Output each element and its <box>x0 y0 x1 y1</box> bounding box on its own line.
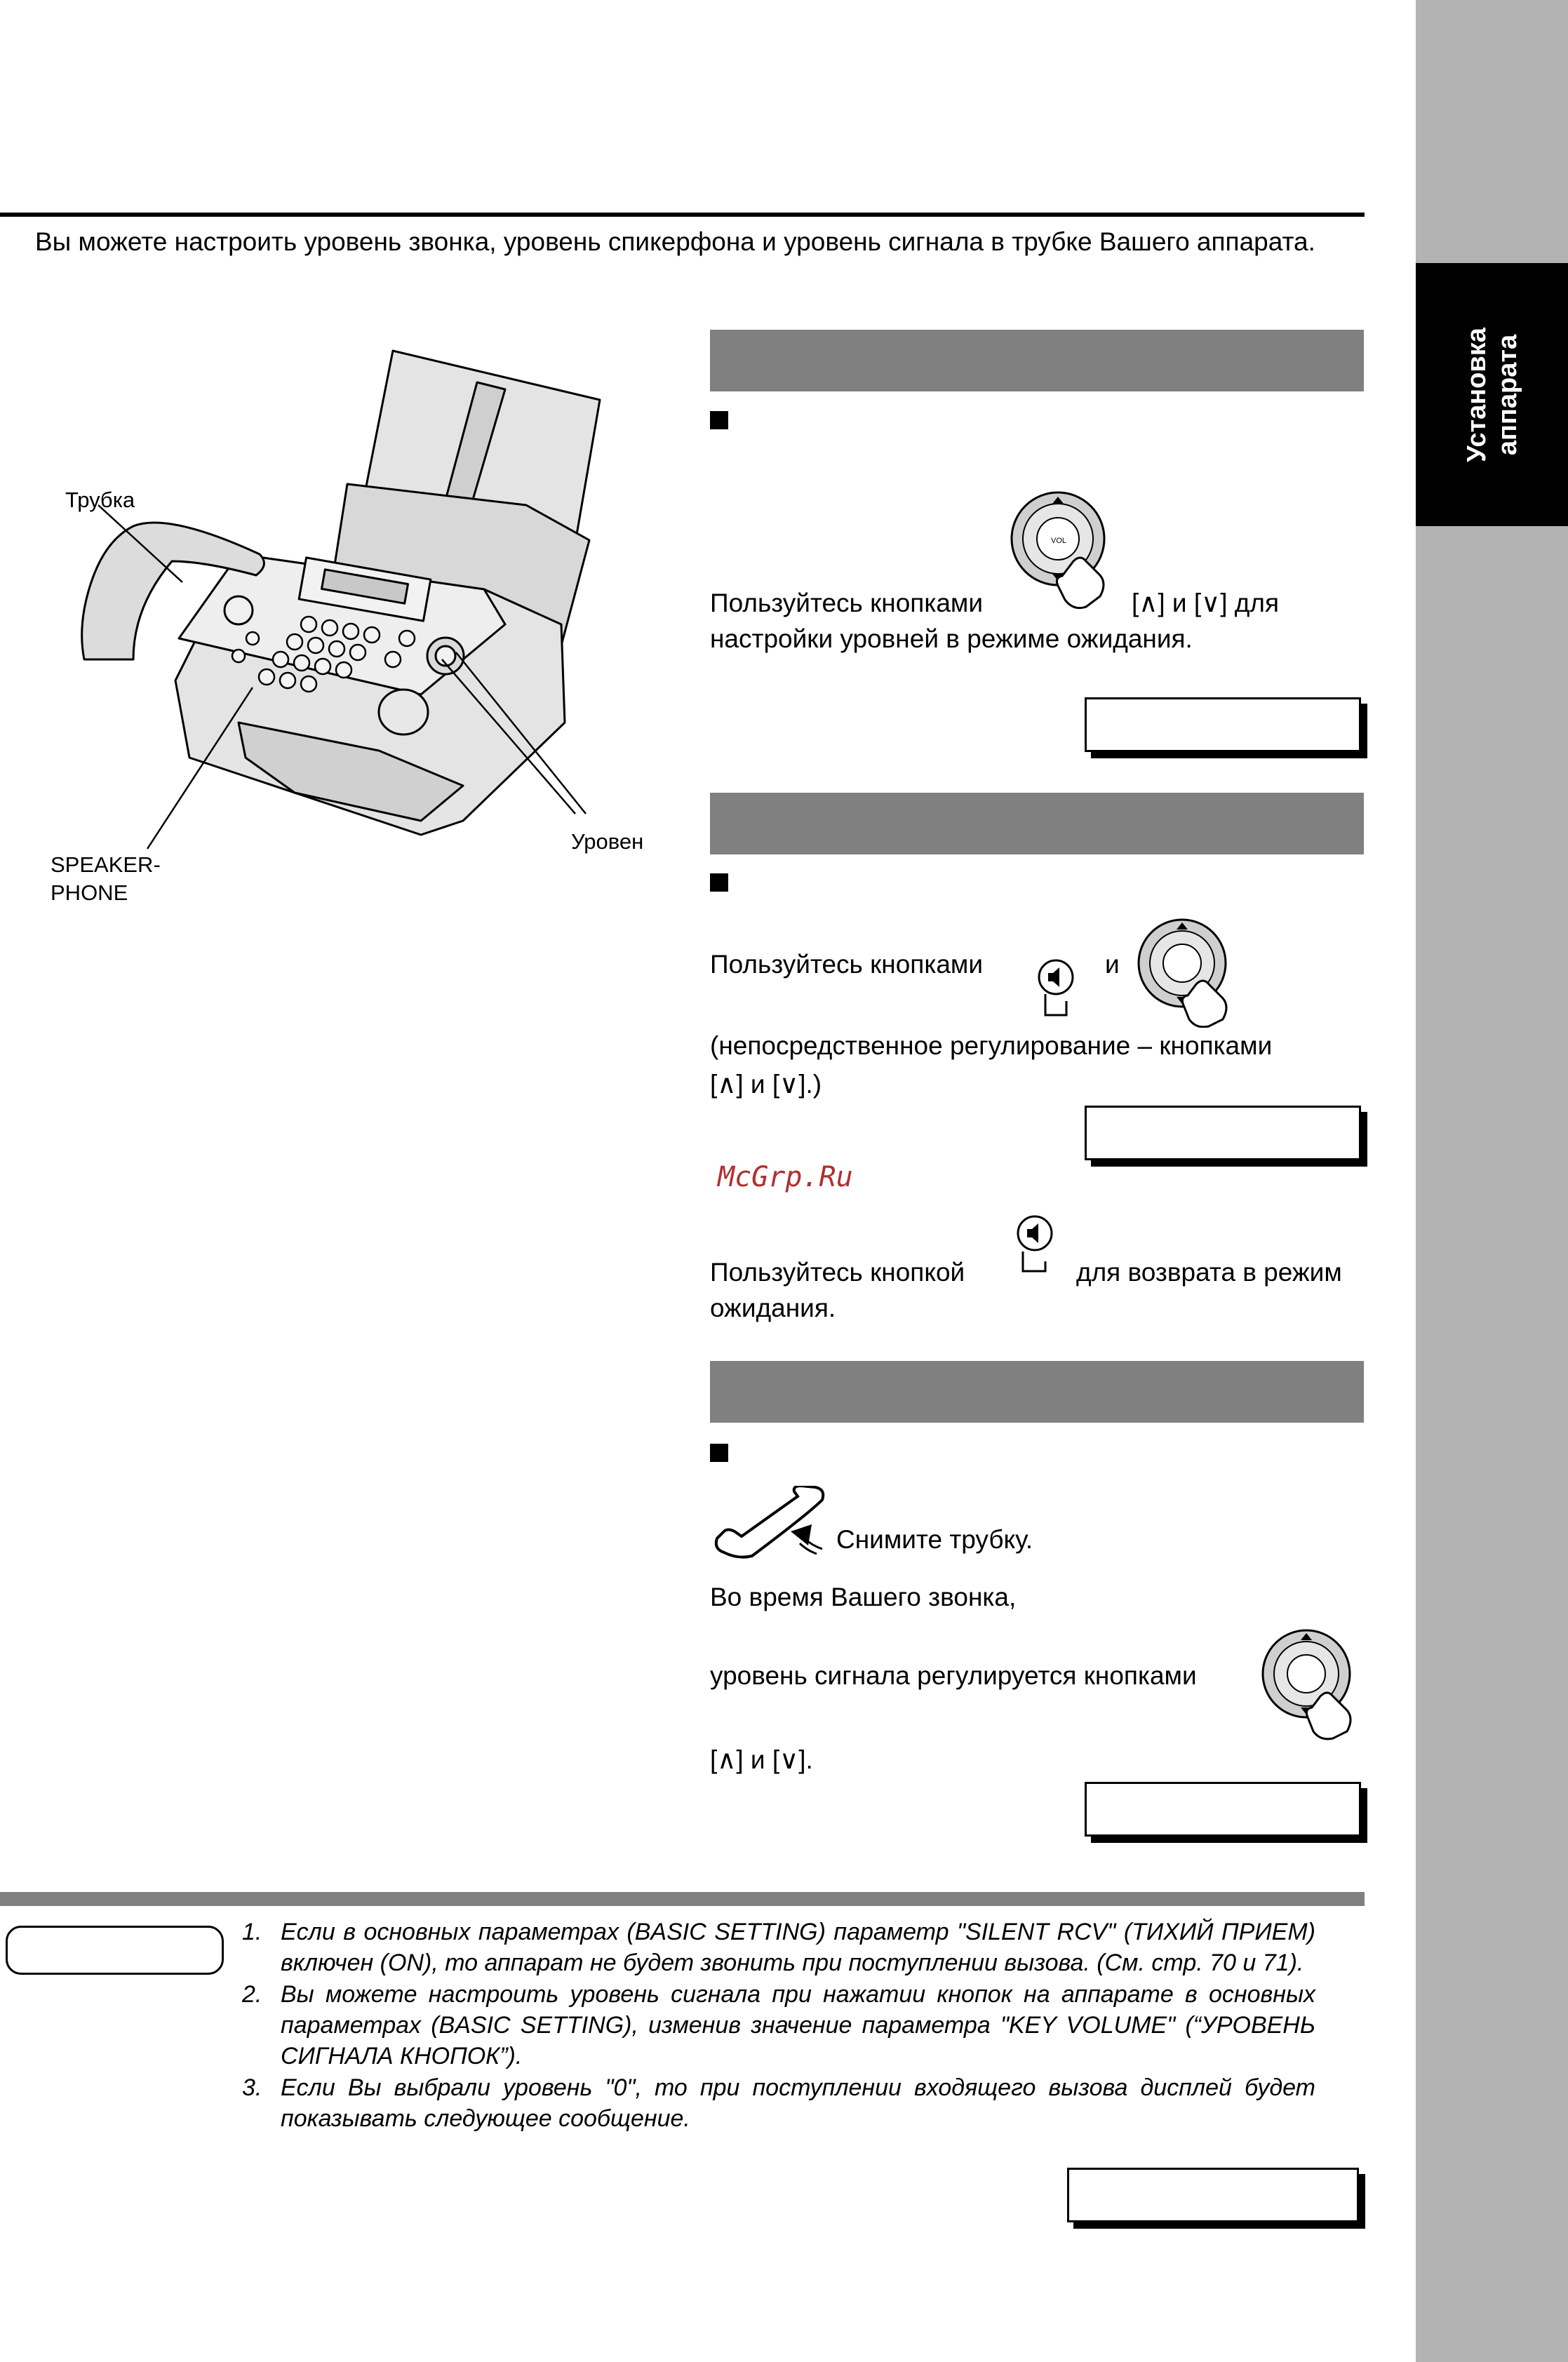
section-handset-bullet <box>710 1444 728 1462</box>
top-rule <box>0 213 1365 217</box>
handset-instruction-line1: Снимите трубку. <box>836 1525 1033 1554</box>
section-ring-bullet <box>710 411 728 429</box>
label-speakerphone-2: PHONE <box>51 880 128 905</box>
notes-display-box <box>1067 2168 1359 2222</box>
speakerphone-button-icon-2 <box>1010 1212 1059 1282</box>
watermark: McGrp.Ru <box>718 1161 853 1193</box>
ring-display-box <box>1085 697 1361 752</box>
handset-display-box <box>1085 1782 1361 1837</box>
svg-text:VOL: VOL <box>1051 537 1067 545</box>
handset-instruction-line2: Во время Вашего звонка, <box>710 1583 1017 1611</box>
notes-list <box>235 1917 1315 2135</box>
volume-keys-icon <box>1003 491 1115 610</box>
ring-instruction-line1: Пользуйтесь кнопками <box>710 589 984 617</box>
notes-label-box <box>6 1926 224 1975</box>
note-item: 3. Если Вы выбрали уровень "0", то при поступлении входящего вызова дисплей будет показывать следующее сообщение. <box>242 2074 1315 2132</box>
handset-volume-keys-icon <box>1256 1628 1368 1747</box>
note-item: 2. Вы можете настроить уровень сигнала при нажатии кнопок на аппарате в основных параметрах (BASIC SETTING), изменив значение параметра "KEY VOLUME" (“УРОВЕНЬ СИГНАЛА КНОПОК”). <box>242 1981 1315 2069</box>
label-volume: Уровен <box>571 829 644 854</box>
speaker-display-box <box>1085 1106 1361 1160</box>
label-speakerphone-1: SPEAKER- <box>51 852 161 877</box>
speaker-instruction-line1: Пользуйтесь кнопками <box>710 950 984 979</box>
speaker-instruction-line2: (непосредственное регулирование – кнопками <box>710 1031 1273 1060</box>
handset-instruction-line3: уровень сигнала регулируется кнопками <box>710 1661 1197 1690</box>
speaker-volume-keys-icon <box>1130 915 1242 1028</box>
note-item: 1. Если в основных параметрах (BASIC SETTING) параметр "SILENT RCV" (ТИХИЙ ПРИЕМ) включен (ON), то аппарат не будет звонить при поступлении вызова. (См. стр. 70 и 71). <box>242 1919 1315 1976</box>
speaker-instruction-line4-after: для возврата в режим <box>1076 1258 1342 1287</box>
speaker-instruction-line3: [∧] и [∨].) <box>710 1070 822 1099</box>
speaker-and-word: и <box>1105 950 1120 979</box>
chapter-tab-label: Установка аппарата <box>1461 327 1522 462</box>
speaker-instruction-line5: ожидания. <box>710 1294 836 1322</box>
ring-instruction-line2: настройки уровней в режиме ожидания. <box>710 624 1193 653</box>
label-handset: Трубка <box>65 488 135 512</box>
section-ring-header <box>710 330 1364 391</box>
ring-instruction-keys: [∧] и [∨] для <box>1132 589 1280 617</box>
speakerphone-button-icon <box>1031 958 1080 1021</box>
notes-rule <box>0 1892 1365 1906</box>
intro-text: Вы можете настроить уровень звонка, уровень спикерфона и уровень сигнала в трубке Вашего аппарата. <box>35 227 1315 256</box>
section-handset-header <box>710 1361 1364 1423</box>
speaker-instruction-line4: Пользуйтесь кнопкой <box>710 1258 965 1287</box>
handset-lift-icon <box>710 1486 836 1563</box>
chapter-tab <box>1416 263 1568 526</box>
handset-instruction-line4: [∧] и [∨]. <box>710 1745 813 1774</box>
section-speaker-header <box>710 793 1364 854</box>
section-speaker-bullet <box>710 873 728 892</box>
